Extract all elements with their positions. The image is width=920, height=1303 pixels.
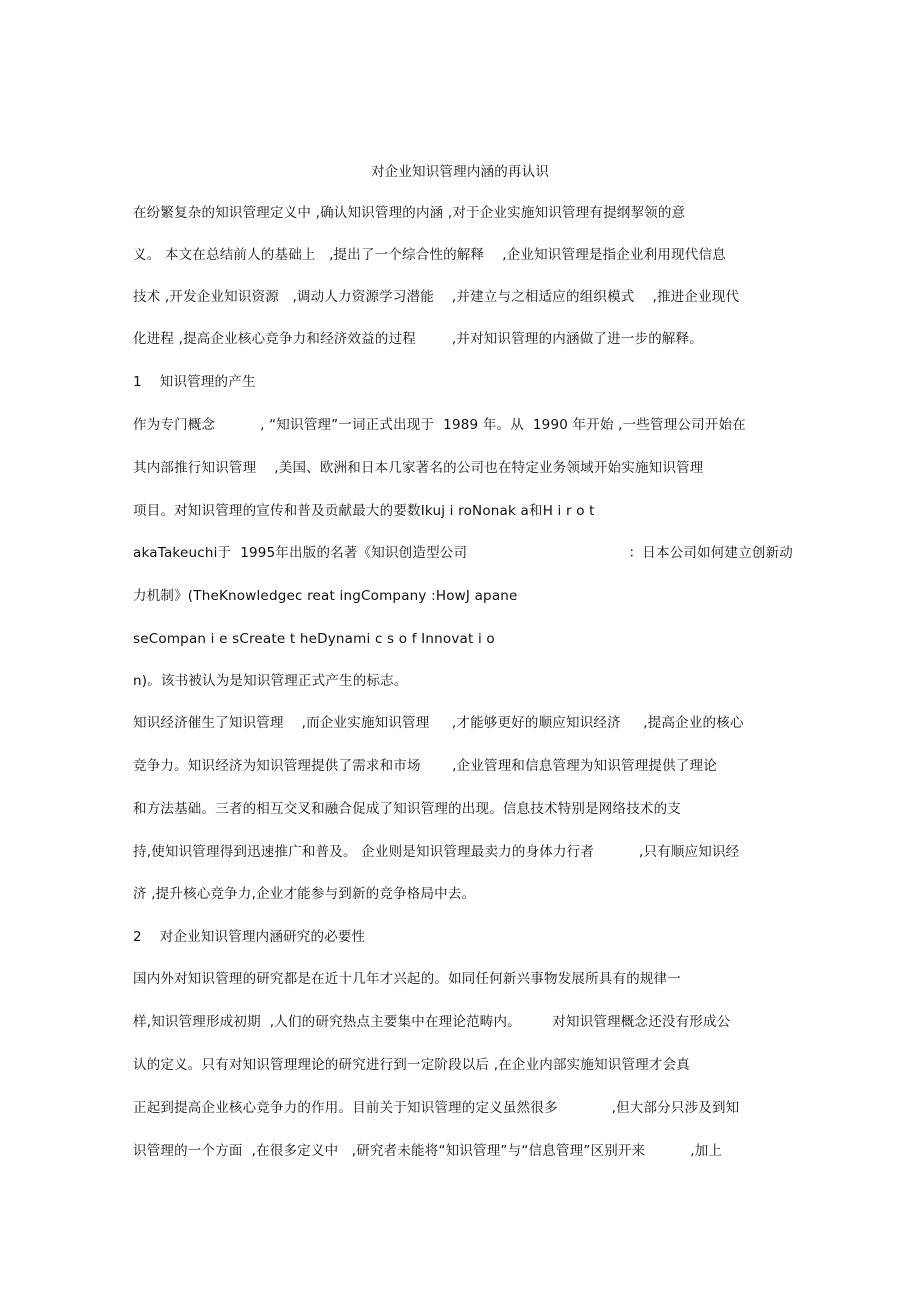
text-segment: 义。 本文在总结前人的基础上 ,提出了一个综合性的解释 ,企业知识管理是指企业利用现代信息 [133,247,726,263]
text-segment: akaTakeuchi于 1995年出版的名著《知识创造型公司 [133,545,468,561]
paragraph-line [133,415,793,435]
paragraph-line [133,756,793,776]
text-segment: 竞争力。知识经济为知识管理提供了需求和市场 ,企业管理和信息管理为知识管理提供了理论 [133,758,717,774]
paragraph-line [133,1141,793,1161]
paragraph-line [133,884,793,904]
text-segment: 济 ,提升核心竞争力,企业才能参与到新的竞争格局中去。 [133,886,476,902]
section-heading [133,372,793,392]
text-segment: n)。该书被认为是知识管理正式产生的标志。 [133,673,408,689]
paragraph-line [133,629,793,649]
text-segment: 其内部推行知识管理 ,美国、欧洲和日本几家著名的公司也在特定业务领域开始实施知识管理 [133,460,704,476]
section-heading [133,927,793,947]
text-segment: 2 对企业知识管理内涵研究的必要性 [133,929,366,945]
text-segment: ：日本公司如何建立创新动 [628,545,793,561]
paragraph-line [133,245,793,265]
text-segment: 技术 ,开发企业知识资源 ,调动人力资源学习潜能 ,并建立与之相适应的组织模式 ,推进企业现代 [133,289,740,305]
text-segment: 识管理的一个方面 ,在很多定义中 ,研究者未能将“知识管理”与“信息管理”区别开来 ,加上 [133,1143,723,1159]
text-segment: 在纷繁复杂的知识管理定义中 ,确认知识管理的内涵 ,对于企业实施知识管理有提纲挈领的意 [133,205,686,221]
text-segment: 作为专门概念 , “知识管理”一词正式出现于 1989 年。从 1990 年开始 ,一些管理公司开始在 [133,417,746,433]
paragraph-line [133,671,793,691]
paragraph-line [133,586,793,606]
paragraph-line [133,1098,793,1118]
paragraph-line [133,203,793,223]
paragraph-line [133,799,793,819]
text-segment: 化进程 ,提高企业核心竞争力和经济效益的过程 ,并对知识管理的内涵做了进一步的解释。 [133,331,704,347]
text-segment: 1 知识管理的产生 [133,374,256,390]
paragraph-line [133,1055,793,1075]
text-segment: 国内外对知识管理的研究都是在近十几年才兴起的。如同任何新兴事物发展所具有的规律一 [133,971,681,987]
paragraph-line [133,329,793,349]
text-segment: 样,知识管理形成初期 ,人们的研究热点主要集中在理论范畴内。 对知识管理概念还没有形成公 [133,1014,731,1030]
text-segment: 力机制》(TheKnowledgec reat ingCompany :HowJ apane [133,588,518,604]
paragraph-line [133,1012,793,1032]
text-segment: seCompan i e sCreate t heDynami c s o f Innovat i o [133,631,495,647]
paragraph-line [133,842,793,862]
paragraph-line [133,287,793,307]
paragraph-line [133,713,793,733]
paragraph-line [133,969,793,989]
text-segment: 持,使知识管理得到迅速推广和普及。 企业则是知识管理最卖力的身体力行者 ,只有顺应知识经 [133,844,740,860]
text-segment: 认的定义。只有对知识管理理论的研究进行到一定阶段以后 ,在企业内部实施知识管理才会真 [133,1057,690,1073]
paragraph-line [133,543,793,563]
paragraph-line [133,458,793,478]
text-segment: 和方法基础。三者的相互交叉和融合促成了知识管理的出现。信息技术特别是网络技术的支 [133,801,681,817]
text-segment: 知识经济催生了知识管理 ,而企业实施知识管理 ,才能够更好的顺应知识经济 ,提高企业的核心 [133,715,744,731]
text-segment: 项目。对知识管理的宣传和普及贡献最大的要数Ikuj i roNonak a和H i r o t [133,503,595,519]
text-segment: 正起到提高企业核心竞争力的作用。目前关于知识管理的定义虽然很多 ,但大部分只涉及到知 [133,1100,740,1116]
document-title: 对企业知识管理内涵的再认识 [370,164,550,180]
paragraph-line [133,501,793,521]
